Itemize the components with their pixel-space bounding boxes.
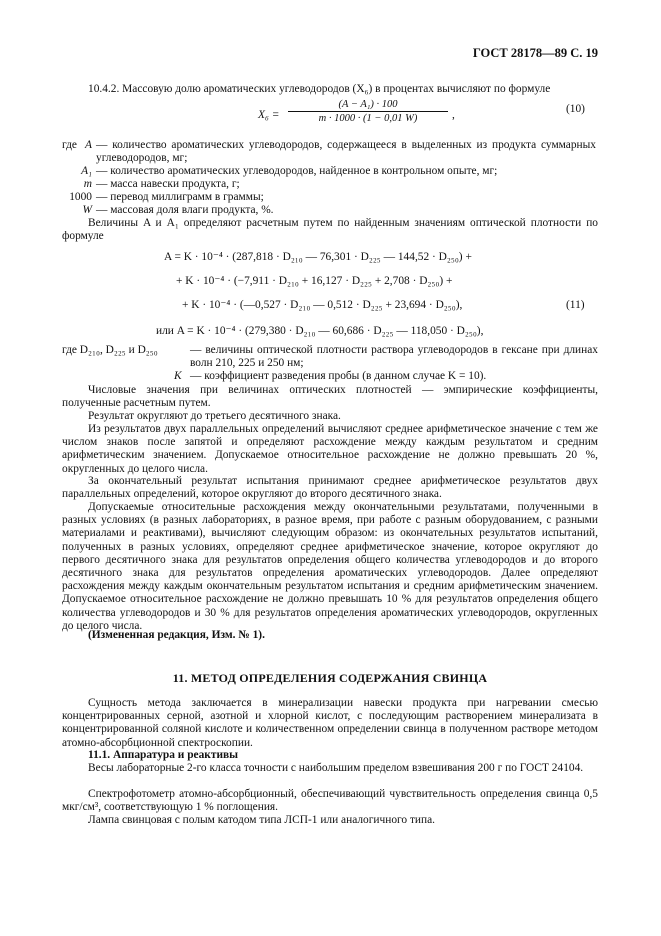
formula-10-fraction [288, 99, 448, 124]
paragraph: Из результатов двух параллельных определений вычисляют среднее арифметическое значение с тем же числом знаков после запятой и определяют расхождение между каждым результатом и средним арифметическим значением. Допускаемое относительное расхождение не должно превышать 20 %, округленных до целого числа. [62, 423, 598, 475]
formula-11-line-1: A = K · 10⁻⁴ · (287,818 · D₂₁₀ — 76,301 · D₂₂₅ — 144,52 · D₂₅₀) + [164, 251, 472, 263]
page-header: ГОСТ 28178—89 С. 19 [472, 46, 598, 60]
legend-symbol: A₁ [81, 165, 92, 177]
legend-text: — массовая доля влаги продукта, %. [96, 204, 274, 216]
legend-text: — масса навески продукта, г; [96, 178, 240, 190]
paragraph: Результат округляют до третьего десятичного знака. [88, 410, 341, 422]
paragraph: За окончательный результат испытания принимают среднее арифметическое результатов двух параллельных определений, которое округляют до второго десятичного знака. [62, 475, 598, 501]
amendment-note: (Измененная редакция, Изм. № 1). [88, 629, 265, 641]
paragraph-values-a: Величины A и A₁ определяют расчетным путем по найденным значениям оптической плотности по формуле [62, 217, 598, 243]
paragraph: Сущность метода заключается в минерализации навески продукта при нагревании смесью концентрированных серной, азотной и хлорной кислот, с последующим растворением минерализата в концентрированной соляной кислоте и количественном определении свинца в полученном растворе методом атомно-абсорбционной спектроскопии. [62, 697, 598, 749]
formula-11-line-4: или A = K · 10⁻⁴ · (279,380 · D₂₁₀ — 60,686 · D₂₂₅ — 118,050 · D₂₅₀), [156, 325, 484, 337]
paragraph: Спектрофотометр атомно-абсорбционный, обеспечивающий чувствительность определения свинца 0,5 мкг/см³, соответствующую 1 % поглощения. [62, 788, 598, 814]
subsection-title: 11.1. Аппаратура и реактивы [88, 749, 239, 761]
legend-text: — количество ароматических углеводородов, найденное в контрольном опыте, мг; [96, 165, 498, 177]
fraction-bar [288, 111, 448, 112]
legend-symbol: 1000 [69, 191, 92, 203]
formula-11-line-3: + K · 10⁻⁴ · (—0,527 · D₂₁₀ — 0,512 · D₂₂₅ + 23,694 · D₂₅₀), [182, 299, 463, 311]
section-title: 11. МЕТОД ОПРЕДЕЛЕНИЯ СОДЕРЖАНИЯ СВИНЦА [172, 671, 488, 685]
formula-10-tail: , [452, 109, 455, 121]
legend-symbol: W [82, 204, 92, 216]
formula-11-line-2: + K · 10⁻⁴ · (−7,911 · D₂₁₀ + 16,127 · D₂₂₅ + 2,708 · D₂₅₀) + [176, 275, 453, 287]
legend-symbol: где D₂₁₀, D₂₂₅ и D₂₅₀ [62, 344, 158, 356]
paragraph: Числовые значения при величинах оптических плотностей — эмпирические коэффициенты, полученные расчетным путем. [62, 384, 598, 410]
formula-11-number: (11) [566, 299, 585, 311]
legend-symbol: m [83, 178, 92, 190]
paragraph: Весы лабораторные 2-го класса точности с наибольшим пределом взвешивания 200 г по ГОСТ 24104. [88, 762, 584, 774]
formula-10-lhs: X₆ = [258, 109, 280, 121]
legend-text: — величины оптической плотности раствора углеводородов в гексане при длинах волн 210, 225 и 250 нм; [190, 344, 598, 370]
legend-text: — коэффициент разведения пробы (в данном случае K = 10). [190, 370, 487, 382]
formula-10-denominator: m · 1000 · (1 − 0,01 W) [318, 113, 418, 124]
paragraph-10-4-2: 10.4.2. Массовую долю ароматических углеводородов (X₆) в процентах вычисляют по формуле [88, 83, 551, 95]
legend-text: — количество ароматических углеводородов, содержащееся в выделенных из продукта суммарных углеводородов, мг; [96, 139, 596, 165]
legend-text: — перевод миллиграмм в граммы; [96, 191, 264, 203]
formula-10-number: (10) [566, 103, 585, 115]
legend-symbol: A [85, 139, 92, 151]
legend-symbol: K [174, 370, 182, 382]
where-label: где [62, 139, 77, 151]
paragraph: Допускаемые относительные расхождения между окончательными результатами, полученными в разных условиях (в разных лабораториях, в разное время, при работе с разным оборудованием, с разными материалами и реактивами), вычисляют следующим образом: из окончательных результатов испытаний, полученных в разных условиях, определяют среднее арифметическое значение, которое округляют до первого десятичного знака для результатов определения общего количества углеводородов и до второго десятичного знака для результатов определения ароматических углеводородов. Далее определяют расхождения между каждым окончательным результатом испытания и средним арифметическим значением. Допускаемое относительное расхождение не должно превышать 10 % для результатов определения общего количества углеводородов и 30 % для результатов определения ароматических углеводородов, округленных до целого числа. [62, 501, 598, 632]
formula-10-numerator: (A − A₁) · 100 [338, 99, 398, 110]
paragraph: Лампа свинцовая с полым катодом типа ЛСП-1 или аналогичного типа. [88, 814, 436, 826]
